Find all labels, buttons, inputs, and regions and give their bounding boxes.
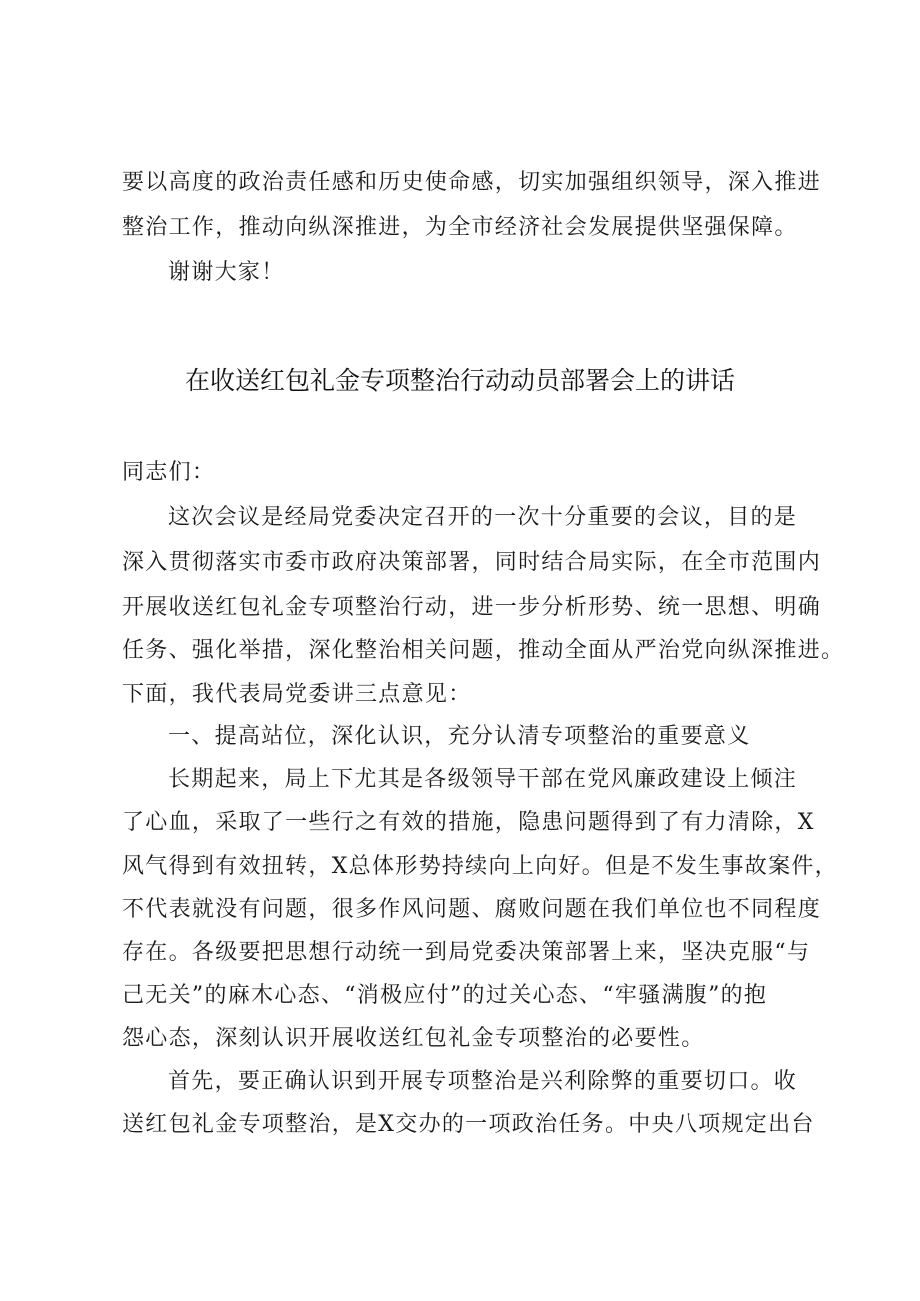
body-text-line: 不代表就没有问题，很多作风问题、腐败问题在我们单位也不同程度: [122, 897, 822, 922]
body-text-line: 深入贯彻落实市委市政府决策部署，同时结合局实际，在全市范围内: [122, 550, 822, 575]
body-text-line: 要以高度的政治责任感和历史使命感，切实加强组织领导，深入推进: [122, 170, 822, 195]
body-text-line: 任务、强化举措，深化整治相关问题，推动全面从严治党向纵深推进。: [122, 638, 845, 663]
body-text-line: 了心血，采取了一些行之有效的措施，隐患问题得到了有力清除，X: [122, 810, 815, 835]
body-text-line: 风气得到有效扭转，X总体形势持续向上向好。但是不发生事故案件，: [122, 854, 838, 879]
body-text-line: 开展收送红包礼金专项整治行动，进一步分析形势、统一思想、明确: [122, 595, 822, 620]
body-text-line: 整治工作，推动向纵深推进，为全市经济社会发展提供坚强保障。: [122, 215, 798, 240]
body-text-line: 下面，我代表局党委讲三点意见：: [122, 682, 472, 707]
body-text-line: 送红包礼金专项整治，是X交办的一项政治任务。中央八项规定出台: [122, 1112, 815, 1137]
body-text-line: 长期起来，局上下尤其是各级领导干部在党风廉政建设上倾注: [168, 767, 798, 792]
body-text-line: 这次会议是经局党委决定召开的一次十分重要的会议，目的是: [168, 505, 798, 530]
body-text-line: 己无关”的麻木心态、“消极应付”的过关心态、“牢骚满腹”的抱: [122, 983, 768, 1008]
body-text-line: 怨心态，深刻认识开展收送红包礼金专项整治的必要性。: [122, 1026, 705, 1051]
body-text-line: 首先，要正确认识到开展专项整治是兴利除弊的重要切口。收: [168, 1069, 798, 1094]
speech-title: 在收送红包礼金专项整治行动动员部署会上的讲话: [184, 366, 735, 395]
closing-remark: 谢谢大家！: [168, 260, 285, 285]
body-text-line: 存在。各级要把思想行动统一到局党委决策部署上来，坚决克服“与: [122, 940, 811, 965]
salutation: 同志们：: [122, 460, 216, 485]
section-heading: 一、提高站位，深化认识，充分认清专项整治的重要意义: [168, 724, 751, 749]
